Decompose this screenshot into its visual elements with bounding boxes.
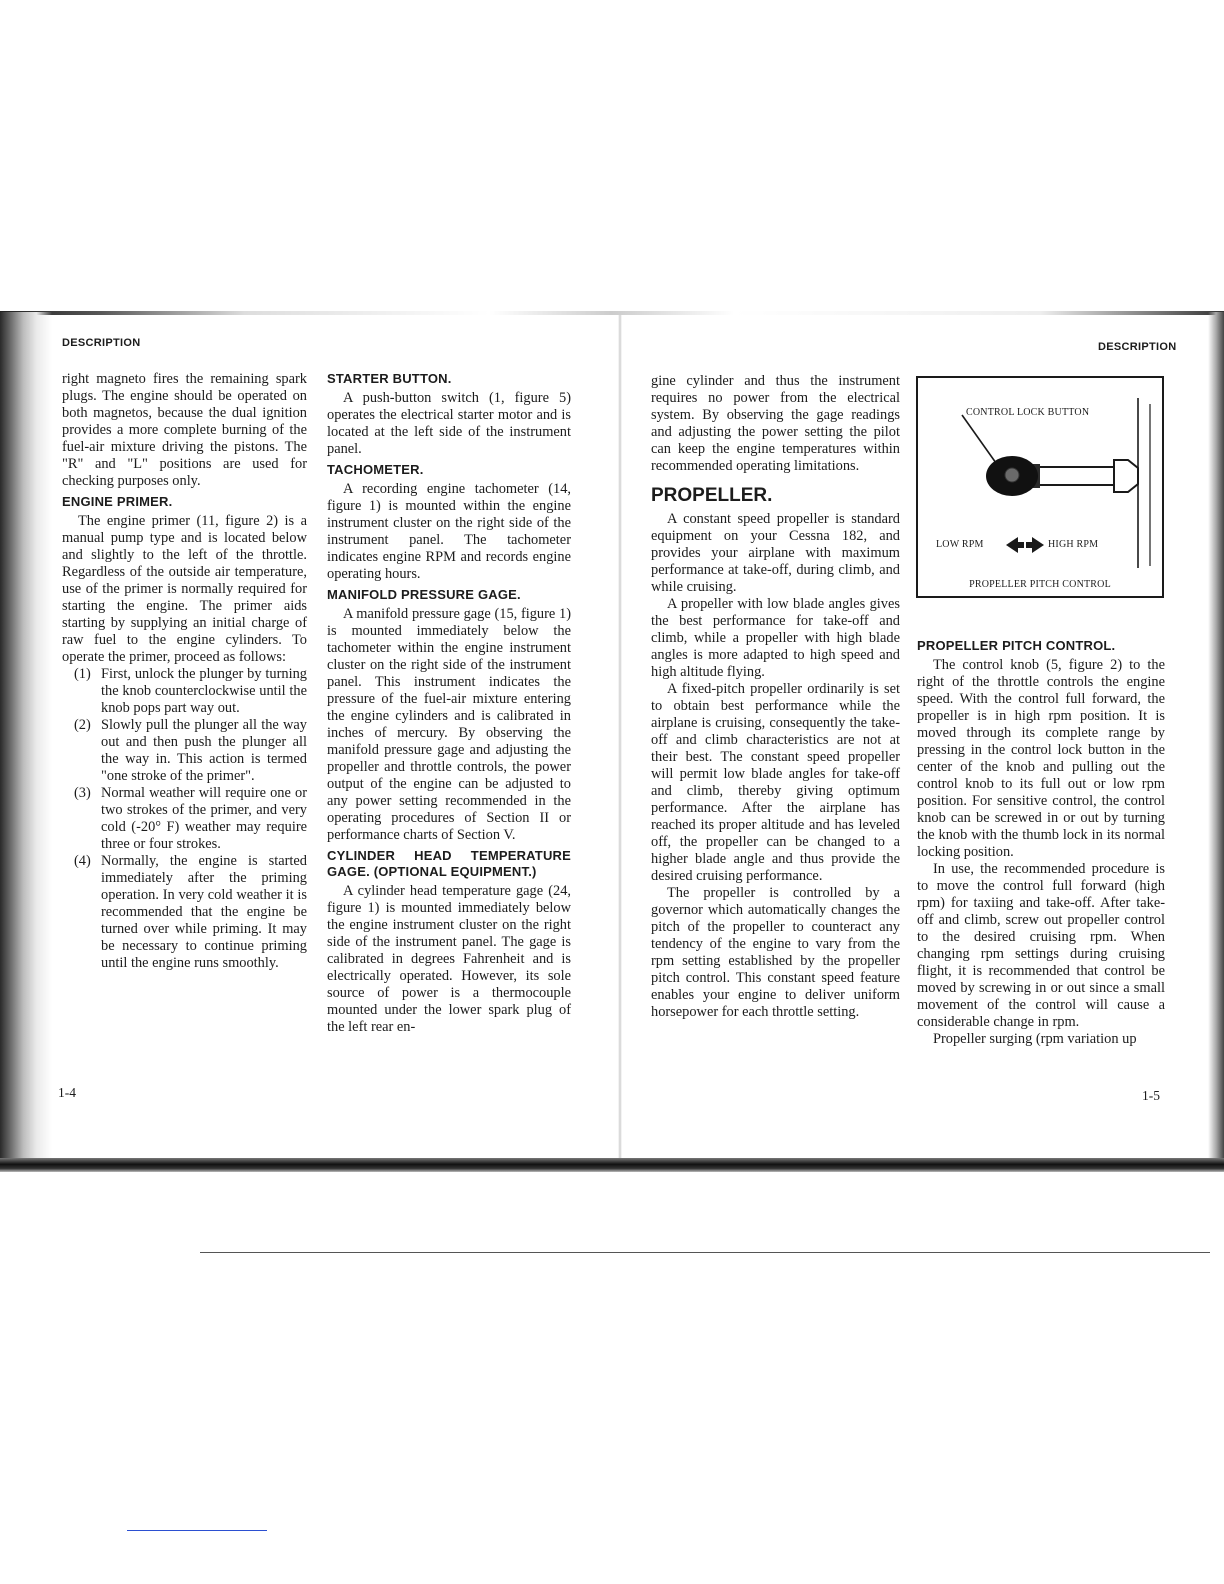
paragraph: gine cylinder and thus the instrument requires no power from the electrical system. By observing the gage readings and adjusting the power setting the pilot can keep the engine temperatures within recommended operating limitations. [651, 373, 900, 474]
heading-engine-primer: ENGINE PRIMER. [62, 494, 173, 509]
heading-cylinder-head-temperature-gage: CYLINDER HEAD TEMPERATURE GAGE. (OPTIONAL EQUIPMENT.) [327, 848, 571, 879]
step-number: (4) [74, 853, 91, 869]
high-rpm-label: HIGH RPM [1048, 539, 1099, 550]
paragraph: A cylinder head temperature gage (24, figure 1) is mounted immediately below the engine instrument cluster on the right side of the instrument panel. The gage is calibrated in degrees Fahrenheit and is electrically operated. However, its sole source of power is a thermocouple mounted under the lower spark plug of the left rear en- [327, 883, 571, 1035]
heading-starter-button: STARTER BUTTON. [327, 371, 452, 386]
paragraph: A fixed-pitch propeller ordinarily is set to obtain best performance while the airplane is cruising, consequently the take-off and climb characteristics are not at their best. The constant speed propeller will permit low blade angles for take-off and climb, thereby giving optimum performance. After the airplane has reached its proper altitude and has leveled off, the propeller can be changed to a higher blade angle and thus provide the desired cruising performance. [651, 681, 900, 884]
scan-edge-left [0, 312, 52, 1172]
paragraph: A manifold pressure gage (15, figure 1) is mounted immediately below the tachometer within the engine instrument cluster on the right side of the instrument panel. This instrument indicates the pressure of the fuel-air mixture entering the engine cylinders and is calibrated in inches of mercury. By observing the manifold pressure gage and adjusting the propeller and throttle controls, the power output of the engine can be adjusted to any power setting recommended in the operating procedures of Section II or performance charts of Section V. [327, 606, 571, 843]
bottom-rule [200, 1252, 1210, 1253]
footnote-rule [127, 1530, 267, 1531]
scan-edge-right [1208, 312, 1224, 1172]
column-3 [651, 373, 900, 1021]
heading-propeller: PROPELLER. [651, 485, 773, 506]
heading-tachometer: TACHOMETER. [327, 462, 424, 477]
primer-steps [62, 666, 307, 972]
callout-leader-line [962, 415, 996, 463]
step-text: Slowly pull the plunger all the way out and then push the plunger all the way in. This action is termed "one stroke of the primer". [101, 717, 307, 784]
paragraph: A constant speed propeller is standard equipment on your Cessna 182, and provides your airplane with maximum performance at take-off, during climb, and while cruising. [651, 511, 900, 595]
list-item [74, 853, 307, 972]
shaft-hex-nut [1114, 460, 1138, 492]
paragraph: A push-button switch (1, figure 5) operates the electrical starter motor and is located at the left side of the instrument panel. [327, 390, 571, 457]
step-text: Normally, the engine is started immediately after the priming operation. In very cold weather it is recommended that the engine be turned over while priming. It may be necessary to continue priming until the engine runs smoothly. [101, 853, 307, 971]
figure-caption: PROPELLER PITCH CONTROL [969, 579, 1111, 590]
paragraph: The engine primer (11, figure 2) is a manual pump type and is located below and slightly to the left of the throttle. Regardless of the outside air temperature, use of the primer is normally required for starting the engine. The primer aids starting by supplying an initial charge of raw fuel to the engine cylinders. To operate the primer, proceed as follows: [62, 513, 307, 665]
page-number-left: 1-4 [58, 1085, 76, 1100]
column-4 [917, 638, 1165, 1048]
scan-edge-top [0, 311, 1224, 315]
scan-edge-bottom [0, 1158, 1224, 1172]
paragraph: A recording engine tachometer (14, figure 1) is mounted within the engine instrument cluster on the right side of the instrument panel. The tachometer indicates engine RPM and records engine operating hours. [327, 481, 571, 582]
column-1 [62, 371, 307, 972]
list-item [74, 785, 307, 853]
book-gutter [618, 312, 622, 1172]
paragraph: The propeller is controlled by a governor which automatically changes the pitch of the propeller to counteract any tendency of the engine to vary from the rpm setting established by the propeller pitch control. This constant speed feature enables your engine to deliver uniform horsepower for each throttle setting. [651, 885, 900, 1020]
running-head-left: DESCRIPTION [62, 337, 141, 349]
heading-propeller-pitch-control: PROPELLER PITCH CONTROL. [917, 638, 1116, 653]
high-rpm-arrow [1032, 537, 1044, 553]
running-head-right: DESCRIPTION [1098, 341, 1177, 353]
page-number-right: 1-5 [1142, 1088, 1160, 1103]
propeller-pitch-control-figure [916, 376, 1164, 598]
step-number: (2) [74, 717, 91, 733]
low-rpm-arrow [1006, 537, 1018, 553]
control-lock-button [1005, 468, 1019, 482]
list-item [74, 717, 307, 785]
step-text: First, unlock the plunger by turning the knob counterclockwise until the knob pops part way out. [101, 666, 307, 716]
paragraph: Propeller surging (rpm variation up [933, 1031, 1137, 1047]
step-number: (3) [74, 785, 91, 801]
paragraph: The control knob (5, figure 2) to the right of the throttle controls the engine speed. With the control full forward, the propeller is in high rpm position. It is moved through its complete range by pressing in the control lock button in the center of the knob and pulling out the control knob to its full out or low rpm position. For sensitive control, the control knob can be screwed in or out by turning the knob with the thumb lock in its normal locking position. [917, 657, 1165, 860]
callout-label: CONTROL LOCK BUTTON [966, 407, 1090, 418]
heading-manifold-pressure-gage: MANIFOLD PRESSURE GAGE. [327, 587, 521, 602]
paragraph: A propeller with low blade angles gives the best performance for take-off and climb, while a propeller with high blade angles is more adapted to high speed and high altitude flying. [651, 596, 900, 680]
step-text: Normal weather will require one or two strokes of the primer, and very cold (-20° F) weather may require three or four strokes. [101, 785, 307, 852]
list-item [74, 666, 307, 717]
paragraph: In use, the recommended procedure is to move the control full forward (high rpm) for taxiing and take-off. After take-off and climb, screw out propeller control to the desired cruising rpm. When changing rpm settings during cruising flight, it is recommended that control be moved by screwing in or out since a small movement of the control will cause a considerable change in rpm. [917, 861, 1165, 1030]
low-rpm-label: LOW RPM [936, 539, 984, 550]
paragraph: right magneto fires the remaining spark plugs. The engine should be operated on both magnetos, because the dual ignition provides a more complete burning of the fuel-air mixture driving the pistons. The "R" and "L" positions are used for checking purposes only. [62, 371, 307, 489]
column-2 [327, 371, 571, 1036]
step-number: (1) [74, 666, 91, 682]
control-shaft [1038, 467, 1114, 485]
